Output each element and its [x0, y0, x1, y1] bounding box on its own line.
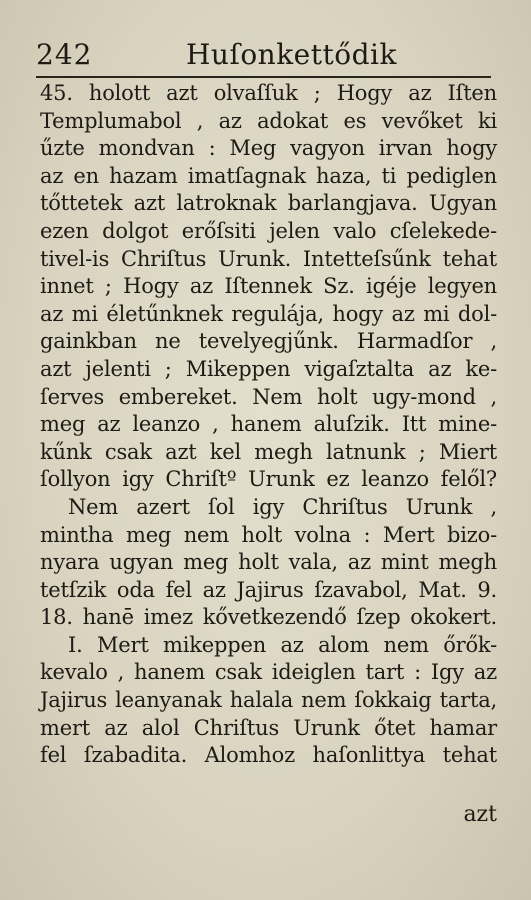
- text-line: 18. hanē imez kővetkezendő ſzep okokert.: [40, 605, 497, 630]
- header-rule: [36, 76, 491, 78]
- text-line: Templumabol , az adokat es vevőket ki: [40, 108, 497, 133]
- text-line: kűnk csak azt kel megh latnunk ; Miert: [40, 439, 497, 464]
- text-line: mert az alol Chriſtus Urunk őtet hamar: [40, 715, 497, 740]
- text-line: kevalo , hanem csak ideiglen tart : Igy az: [40, 660, 497, 685]
- text-line: az en hazam imatſagnak haza, ti pediglen: [40, 163, 497, 188]
- text-line: tőttetek azt latroknak barlangjava. Ugyan: [40, 191, 497, 216]
- text-line: 45. holott azt olvaſſuk ; Hogy az Iſten: [40, 81, 497, 105]
- text-line: Jajirus leanyanak halala nem ſokkaig tarta,: [40, 688, 497, 713]
- catchword: azt: [463, 802, 497, 827]
- text-line: innet ; Hogy az Iſtennek Sz. igéje legyen: [40, 274, 497, 299]
- text-line: tetſzik oda fel az Jajirus ſzavabol, Mat. 9.: [40, 577, 497, 602]
- text-line: az mi életűnknek regulája, hogy az mi dol-: [40, 301, 497, 326]
- text-line: ezen dolgot erőſsiti jelen valo cſelekede-: [40, 218, 497, 243]
- body-text: [40, 80, 497, 770]
- text-line: ſollyon igy Chriſtº Urunk ez leanzo felől?: [40, 467, 497, 492]
- page-number: 242: [36, 38, 93, 71]
- text-line: gainkban ne tevelyegjűnk. Harmadſor ,: [40, 329, 497, 354]
- text-line: űzte mondvan : Meg vagyon irvan hogy: [40, 136, 497, 161]
- text-line: tivel-is Chriſtus Urunk. Intetteſsűnk tehat: [40, 246, 497, 271]
- text-line: mintha meg nem holt volna : Mert bizo-: [40, 522, 497, 547]
- text-line: meg az leanzo , hanem aluſzik. Itt mine-: [40, 412, 497, 437]
- text-line: ſerves embereket. Nem holt ugy-mond ,: [40, 384, 497, 409]
- running-head: Huſonkettődik: [186, 38, 397, 71]
- text-line: fel ſzabadita. Alomhoz haſonlittya tehat: [40, 743, 497, 768]
- page-header: [36, 38, 495, 78]
- text-line: nyara ugyan meg holt vala, az mint megh: [40, 550, 497, 575]
- text-line: azt jelenti ; Mikeppen vigaſztalta az ke-: [40, 356, 497, 381]
- text-line: Nem azert ſol igy Chriſtus Urunk ,: [68, 494, 497, 519]
- text-line: I. Mert mikeppen az alom nem őrők-: [68, 632, 497, 657]
